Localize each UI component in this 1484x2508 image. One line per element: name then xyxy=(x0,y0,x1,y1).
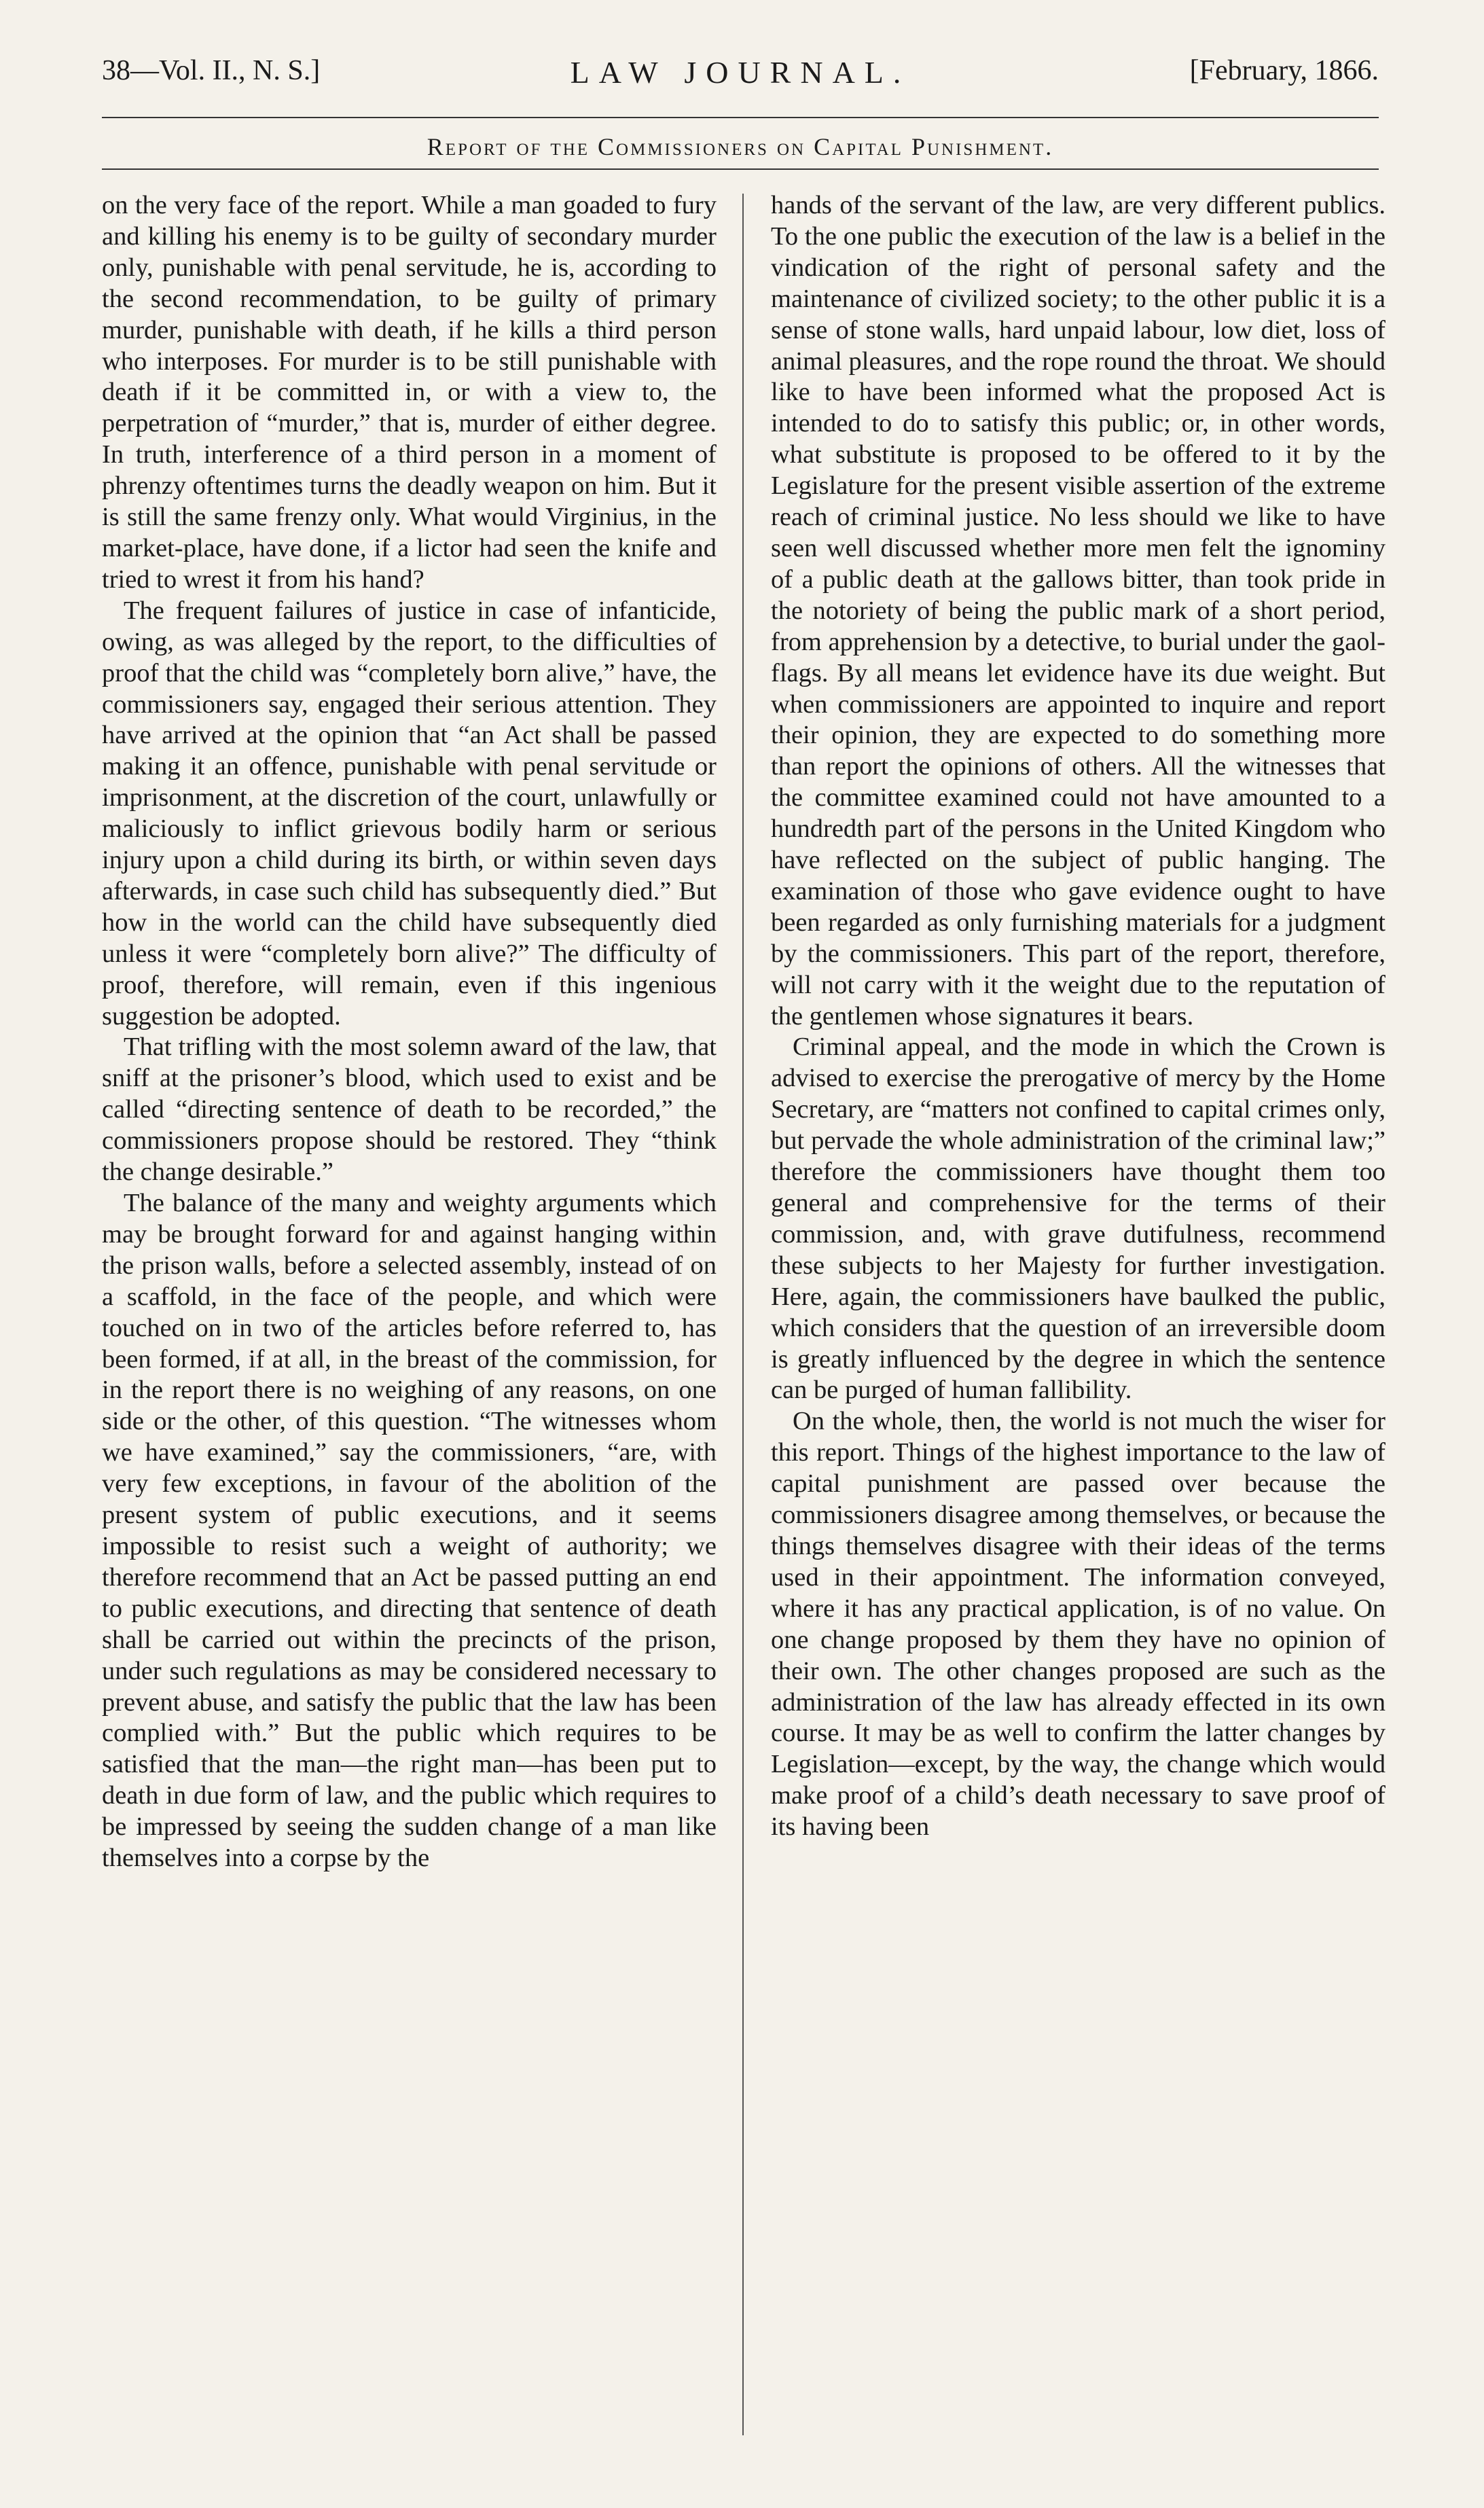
left-paragraph-4: The balance of the many and weighty arguments which may be brought forward for and against hanging within the prison walls, before a selected assembly, instead of on a scaffold, in the face of the people, and which were touched on in two of the articles before referred to, has been formed, if at all, in the breast of the commission, for in the report there is no weighing of any reasons, on one side or the other, of this question. “The witnesses whom we have examined,” say the commissioners, “are, with very few exceptions, in favour of the abolition of the present system of public executions, and it seems impossible to resist such a weight of authority; we therefore recommend that an Act be passed putting an end to public executions, and directing that sentence of death shall be carried out within the precincts of the prison, under such regulations as may be considered necessary to prevent abuse, and satisfy the public that the law has been complied with.” But the public which requires to be satisfied that the man—the right man—has been put to death in due form of law, and the public which requires to be impressed by seeing the sudden change of a man like themselves into a corpse by the xyxy=(102,1189,717,1873)
left-paragraph-3: That trifling with the most solemn award of the law, that sniff at the prisoner’s blood, which used to exist and be called “directing sentence of death to be recorded,” the commissioners propose should be restored. They “think the change desirable.” xyxy=(102,1033,717,1187)
running-header xyxy=(102,54,1379,95)
right-paragraph-3: On the whole, then, the world is not much the wiser for this report. Things of the highest importance to the law of capital punishment are passed over because the commissioners disagree among themselves, or because the things themselves disagree with their ideas of the terms used in their appointment. The information conveyed, where it has any practical application, is of no value. On one change proposed by them they have no opinion of their own. The other changes proposed are such as the administration of the law has already effected in its own course. It may be as well to confirm the latter changes by Legislation—except, by the way, the change which would make proof of a child’s death necessary to save proof of its having been xyxy=(771,1407,1386,1842)
header-rule xyxy=(102,117,1379,118)
page-volume-label: 38—Vol. II., N. S.] xyxy=(102,55,321,86)
journal-title: LAW JOURNAL. xyxy=(570,55,911,90)
journal-page xyxy=(102,54,1386,2459)
issue-date: [February, 1866. xyxy=(1189,55,1379,86)
article-title: Report of the Commissioners on Capital Punishment. xyxy=(427,133,1054,160)
left-paragraph-2: The frequent failures of justice in case of infanticide, owing, as was alleged by the report, to the difficulties of proof that the child was “completely born alive,” have, the commissioners say, engaged their serious attention. They have arrived at the opinion that “an Act shall be passed making it an offence, punishable with penal servitude or imprisonment, at the discretion of the court, unlawfully or maliciously to inflict grievous bodily harm or serious injury upon a child during its birth, or within seven days afterwards, in case such child has subsequently died.” But how in the world can the child have subsequently died unless it were “completely born alive?” The difficulty of proof, therefore, will remain, even if this ingenious suggestion be adopted. xyxy=(102,596,717,1031)
right-paragraph-2: Criminal appeal, and the mode in which the Crown is advised to exercise the prerogative of mercy by the Home Secretary, are “matters not confined to capital crimes only, but pervade the whole administration of the criminal law;” therefore the commissioners have thought them too general and comprehensive for the terms of their commission, and, with grave dutifulness, recommend these subjects to her Majesty for further investigation. Here, again, the commissioners have baulked the public, which considers that the question of an irreversible doom is greatly influenced by the degree in which the sentence can be purged of human fallibility. xyxy=(771,1033,1386,1405)
column-divider xyxy=(742,194,744,2435)
right-paragraph-1: hands of the servant of the law, are very different publics. To the one public the execution of the law is a belief in the vindication of the right of personal safety and the maintenance of civilized society; to the other public it is a sense of stone walls, hard unpaid labour, low diet, loss of animal pleasures, and the rope round the throat. We should like to have been informed what the proposed Act is intended to do to satisfy this public; or, in other words, what substitute is proposed to be offered to it by the Legislature for the present visible assertion of the extreme reach of criminal justice. No less should we like to have seen well discussed whether more men felt the ignominy of a public death at the gallows bitter, than took pride in the notoriety of being the public mark of a short period, from apprehension by a detective, to burial under the gaol-flags. By all means let evidence have its due weight. But when commissioners are appointed to inquire and report their opinion, they are expected to do something more than report the opinions of others. All the witnesses that the committee examined could not have amounted to a hundredth part of the persons in the United Kingdom who have reflected on the subject of public hanging. The examination of those who gave evidence ought to have been regarded as only furnishing materials for a judgment by the commissioners. This part of the report, therefore, will not carry with it the weight due to the reputation of the gentlemen whose signatures it bears. xyxy=(771,191,1386,1031)
right-column xyxy=(771,190,1386,1843)
left-column xyxy=(102,190,717,1874)
subtitle-rule xyxy=(102,168,1379,170)
left-paragraph-1: on the very face of the report. While a man goaded to fury and killing his enemy is to be guilty of secondary murder only, punishable with penal servitude, he is, according to the second recommendation, to be guilty of primary murder, punishable with death, if he kills a third person who interposes. For murder is to be still punishable with death if it be committed in, or with a view to, the perpetration of “murder,” that is, murder of either degree. In truth, interference of a third person in a moment of phrenzy oftentimes turns the deadly weapon on him. But it is still the same frenzy only. What would Virginius, in the market-place, have done, if a lictor had seen the knife and tried to wrest it from his hand? xyxy=(102,191,717,594)
